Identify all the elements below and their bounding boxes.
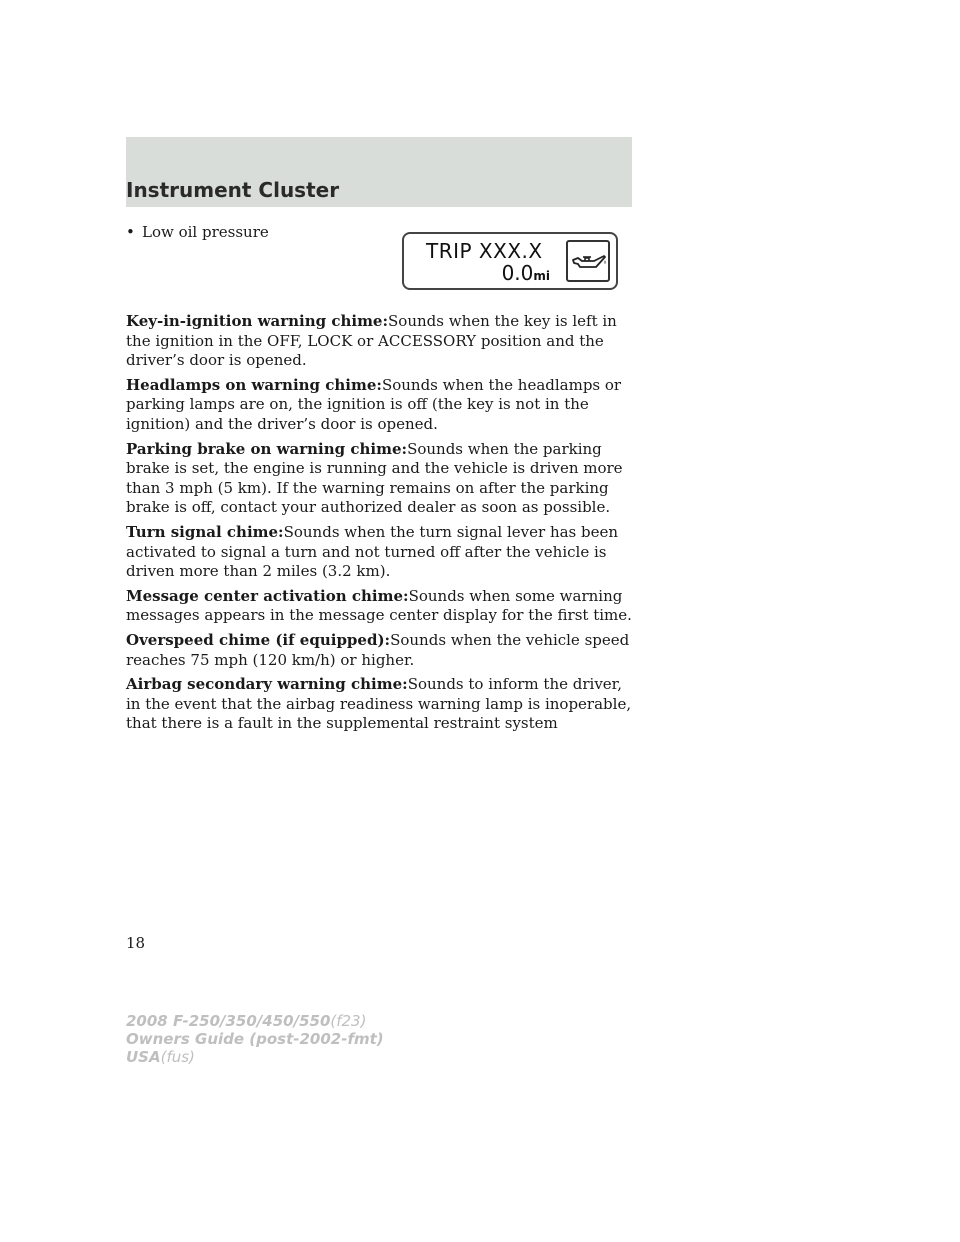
display-value: 0.0: [501, 261, 534, 285]
description: Sounds when some warning messages appears in the message center display for the first time.: [126, 586, 632, 625]
term: Message center activation chime:: [126, 586, 409, 605]
footer-guide: Owners Guide (post-2002-fmt): [126, 1030, 384, 1048]
oil-can-icon: [566, 240, 610, 282]
paragraph-message-center: [126, 587, 636, 626]
footer-market: USA: [126, 1048, 161, 1066]
description: Sounds when the vehicle speed reaches 75 mph (120 km/h) or higher.: [126, 630, 630, 669]
paragraph-overspeed: [126, 631, 636, 670]
footer-market-code: (fus): [160, 1048, 195, 1066]
term: Headlamps on warning chime:: [126, 375, 382, 394]
term: Key-in-ignition warning chime:: [126, 312, 389, 330]
display-unit: mi: [533, 269, 550, 283]
document-footer: [126, 1012, 384, 1066]
term: Overspeed chime (if equipped):: [126, 630, 391, 649]
page-number: 18: [126, 934, 146, 952]
description: Sounds when the parking brake is set, the engine is running and the vehicle is driven more than 3 mph (5 km). If the warning remains on after the parking brake is off, contact your authorized dealer as soon as possible.: [126, 439, 623, 517]
chime-descriptions: [126, 312, 636, 739]
display-trip-label: TRIP XXX.X: [426, 239, 543, 263]
oil-can-icon-graphic: [568, 242, 608, 280]
paragraph-turn-signal: [126, 523, 636, 582]
paragraph-key-in-ignition: [126, 312, 636, 371]
paragraph-headlamps-on: [126, 376, 636, 435]
description: Sounds when the turn signal lever has been activated to signal a turn and not turned off after the vehicle is driven more than 2 miles (3.2 km).: [126, 522, 619, 581]
term: Parking brake on warning chime:: [126, 439, 408, 458]
footer-line-3: [126, 1048, 384, 1066]
page-title: Instrument Cluster: [126, 178, 340, 202]
display-trip-value: [502, 262, 550, 287]
footer-line-2: [126, 1030, 384, 1048]
term: Turn signal chime:: [126, 522, 284, 541]
bullet-item-low-oil-pressure: [126, 222, 269, 242]
footer-line-1: [126, 1012, 384, 1030]
footer-model-code: (f23): [330, 1012, 367, 1030]
description: Sounds when the headlamps or parking lamps are on, the ignition is off (the key is not in the ignition) and the driver’s door is opened.: [126, 375, 622, 433]
paragraph-parking-brake: [126, 440, 636, 518]
description: Sounds to inform the driver, in the event that the airbag readiness warning lamp is inoperable, that there is a fault in the supplemental restraint system: [126, 675, 632, 733]
footer-model: 2008 F-250/350/450/550: [126, 1012, 331, 1030]
bullet-text: Low oil pressure: [142, 223, 269, 241]
paragraph-airbag-secondary: [126, 675, 636, 734]
message-center-display: [402, 232, 618, 290]
description: Sounds when the key is left in the ignition in the OFF, LOCK or ACCESSORY position and the driver’s door is opened.: [126, 312, 617, 370]
bullet-marker: •: [126, 223, 135, 241]
term: Airbag secondary warning chime:: [126, 675, 408, 694]
